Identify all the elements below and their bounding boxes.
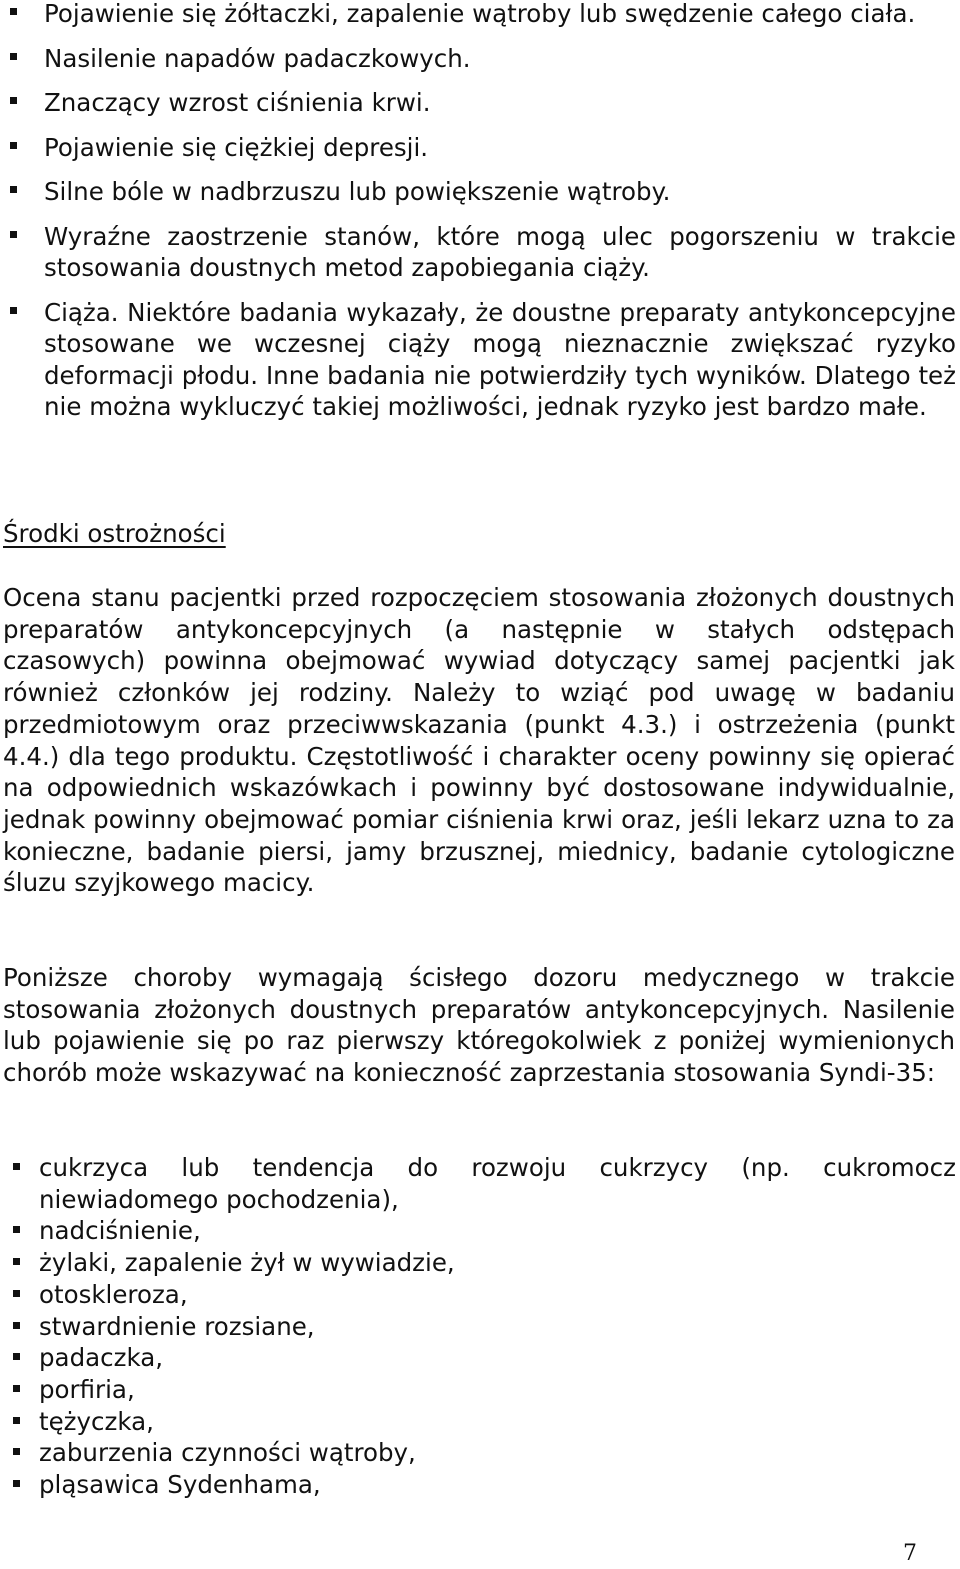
square-bullet-icon [10,142,17,149]
list-item [0,1311,956,1343]
list-item [0,221,956,284]
list-item-text: zaburzenia czynności wątroby, [39,1438,416,1468]
list-item [0,1279,956,1311]
square-bullet-icon [10,53,17,60]
list-item-text: Pojawienie się żółtaczki, zapalenie wątroby lub swędzenie całego ciała. [44,0,916,28]
square-bullet-icon [13,1385,20,1392]
list-item-text: żylaki, zapalenie żył w wywiadzie, [39,1248,455,1278]
square-bullet-icon [13,1226,20,1233]
list-item [0,1247,956,1279]
square-bullet-icon [10,231,17,238]
square-bullet-icon [10,186,17,193]
list-item [0,132,956,164]
square-bullet-icon [13,1417,20,1424]
list-item [0,1342,956,1374]
list-item-text: Pojawienie się ciężkiej depresji. [44,132,429,162]
square-bullet-icon [13,1448,20,1455]
list-item [0,87,956,119]
list-item [0,1215,956,1247]
list-item [0,1437,956,1469]
square-bullet-icon [13,1290,20,1297]
square-bullet-icon [10,97,17,104]
list-item-text: Znaczący wzrost ciśnienia krwi. [44,88,431,117]
list-item [0,297,956,423]
list-item [0,1374,956,1406]
page-number: 7 [903,1541,917,1566]
list-item [0,1406,956,1438]
square-bullet-icon [13,1353,20,1360]
conditions-list [0,1152,956,1501]
list-item-text: Silne bóle w nadbrzuszu lub powiększenie wątroby. [44,177,671,206]
square-bullet-icon [13,1322,20,1329]
list-item [0,43,956,75]
list-item-text: Nasilenie napadów padaczkowych. [44,43,471,73]
list-item [0,0,956,30]
square-bullet-icon [13,1480,20,1487]
list-item-text: padaczka, [39,1343,164,1373]
contraindication-list [0,0,956,423]
list-item-text: cukrzyca lub tendencja do rozwoju cukrzycy (np. cukromocz niewiadomego pochodzenia), [39,1153,956,1214]
list-item-text: Wyraźne zaostrzenie stanów, które mogą ulec pogorszeniu w trakcie stosowania doustnych metod zapobiegania ciąży. [44,221,956,282]
section-heading: Środki ostrożności [3,519,226,548]
list-item-text: stwardnienie rozsiane, [39,1311,315,1341]
list-item [0,176,956,208]
list-item [0,1152,956,1215]
list-item-text: otoskleroza, [39,1279,188,1309]
square-bullet-icon [10,307,17,314]
list-item [0,1469,956,1501]
list-item-text: tężyczka, [39,1406,154,1436]
precautions-paragraph: Ocena stanu pacjentki przed rozpoczęciem stosowania złożonych doustnych preparatów antykoncepcyjnych (a następnie w stałych odstępach czasowych) powinna obejmować wywiad dotyczący samej pacjentki jak również członków jej rodziny. Należy to wziąć pod uwagę w badaniu przedmiotowym oraz przeciwwskazania (punkt 4.3.) i ostrzeżenia (punkt 4.4.) dla tego produktu. Częstotliwość i charakter oceny powinny się opierać na odpowiednich wskazówkach i powinny być dostosowane indywidualnie, jednak powinny obejmować pomiar ciśnienia krwi oraz, jeśli lekarz uzna to za konieczne, badanie piersi, jamy brzusznej, miednicy, badanie cytologiczne śluzu szyjkowego macicy. [3,583,955,898]
square-bullet-icon [10,8,17,15]
monitoring-paragraph: Poniższe choroby wymagają ścisłego dozoru medycznego w trakcie stosowania złożonych doustnych preparatów antykoncepcyjnych. Nasilenie lub pojawienie się po raz pierwszy któregokolwiek z poniżej wymienionych chorób może wskazywać na konieczność zaprzestania stosowania Syndi-35: [3,963,955,1088]
list-item-text: porfiria, [39,1374,135,1404]
square-bullet-icon [13,1163,20,1170]
square-bullet-icon [13,1258,20,1265]
list-item-text: Ciąża. Niektóre badania wykazały, że doustne preparaty antykoncepcyjne stosowane we wczesnej ciąży mogą nieznacznie zwiększać ryzyko deformacji płodu. Inne badania nie potwierdziły tych wyników. Dlatego też nie można wykluczyć takiej możliwości, jednak ryzyko jest bardzo małe. [44,297,956,421]
list-item-text: nadciśnienie, [39,1216,201,1246]
list-item-text: pląsawica Sydenhama, [39,1470,321,1500]
